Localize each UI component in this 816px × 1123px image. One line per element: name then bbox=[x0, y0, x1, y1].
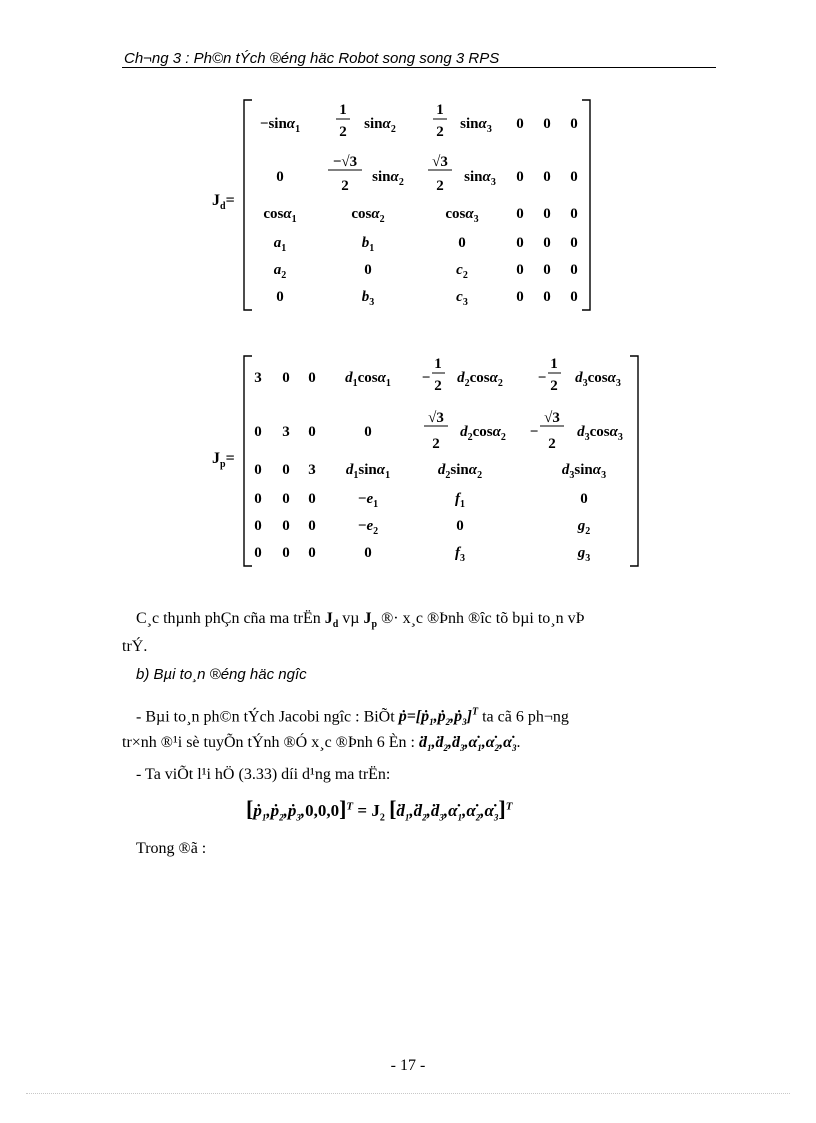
svg-text:2: 2 bbox=[436, 178, 444, 194]
svg-text:d3sinα3: $d_3\sin\alpha_3$ bbox=[561, 462, 607, 481]
svg-text:0: 0 bbox=[282, 491, 290, 507]
svg-text:0: 0 bbox=[570, 116, 578, 132]
matrix-jp-label: $J_p=$ bbox=[212, 450, 235, 471]
paragraph-inverse-jacobi: - Bµi to¸n ph©n tÝch Jacobi ngîc : BiÕt ṗ=[ṗ$_1$,ṗ$_2$,ṗ$_3$]$^T$ ta cã 6 ph¬ng bbox=[136, 707, 569, 728]
svg-text:0: 0 bbox=[364, 545, 372, 561]
svg-text:0: 0 bbox=[254, 545, 262, 561]
svg-text:−e2: $-e_2$ bbox=[357, 518, 379, 537]
svg-text:2: 2 bbox=[341, 178, 349, 194]
svg-text:2: 2 bbox=[434, 378, 442, 394]
svg-text:1: 1 bbox=[434, 356, 442, 372]
svg-text:0: 0 bbox=[516, 262, 524, 278]
svg-text:0: 0 bbox=[543, 169, 551, 185]
svg-text:0: 0 bbox=[570, 206, 578, 222]
paragraph-matrix-components: C¸c thµnh phÇn cña ma trËn $J_d$ vµ $J_p$ ®· x¸c ®Þnh ®îc tõ bµi to¸n vÞ bbox=[136, 610, 585, 631]
svg-text:d2sinα2: $d_2\sin\alpha_2$ bbox=[437, 462, 483, 481]
svg-text:g3: $g_3$ bbox=[577, 545, 591, 564]
svg-text:√3: √3 bbox=[428, 410, 444, 426]
svg-text:0: 0 bbox=[570, 169, 578, 185]
svg-text:0: 0 bbox=[282, 518, 290, 534]
svg-text:0: 0 bbox=[308, 491, 316, 507]
svg-text:d2cosα2: $d_2\cos\alpha_2$ bbox=[460, 424, 506, 443]
svg-text:√3: √3 bbox=[432, 154, 448, 170]
svg-text:0: 0 bbox=[516, 206, 524, 222]
svg-text:0: 0 bbox=[458, 235, 466, 251]
svg-text:0: 0 bbox=[543, 206, 551, 222]
svg-text:0: 0 bbox=[364, 424, 372, 440]
svg-text:−e1: $-e_1$ bbox=[357, 491, 379, 510]
page-number: - 17 - bbox=[390, 1057, 426, 1074]
svg-text:2: 2 bbox=[548, 436, 556, 452]
svg-text:cosα1: cosα$_1$ bbox=[263, 206, 297, 225]
svg-text:f1: $f_1$ bbox=[455, 491, 465, 510]
svg-text:2: 2 bbox=[339, 124, 347, 140]
svg-text:sinα3: sinα$_3$ bbox=[464, 169, 496, 188]
svg-text:b3: $b_3$ bbox=[361, 289, 375, 308]
svg-text:0: 0 bbox=[282, 462, 290, 478]
svg-text:3: 3 bbox=[282, 424, 290, 440]
svg-text:d2cosα2: $d_2\cos\alpha_2$ bbox=[457, 370, 503, 389]
svg-text:3: 3 bbox=[254, 370, 262, 386]
svg-text:1: 1 bbox=[339, 102, 347, 118]
svg-text:0: 0 bbox=[570, 235, 578, 251]
paragraph-rewrite: - Ta viÕt l¹i hÖ (3.33) díi d¹ng ma trËn: bbox=[136, 766, 391, 783]
svg-text:c2: $c_2$ bbox=[456, 262, 468, 281]
svg-text:0: 0 bbox=[308, 545, 316, 561]
paragraph-matrix-components-cont: trÝ. bbox=[122, 638, 148, 655]
svg-text:0: 0 bbox=[570, 289, 578, 305]
svg-text:c3: $c_3$ bbox=[456, 289, 468, 308]
svg-text:0: 0 bbox=[254, 518, 262, 534]
svg-text:2: 2 bbox=[436, 124, 444, 140]
svg-text:0: 0 bbox=[308, 424, 316, 440]
section-subheading: b) Bµi to¸n ®éng häc ngîc bbox=[136, 666, 307, 683]
matrix-jd bbox=[240, 96, 600, 314]
svg-text:0: 0 bbox=[276, 289, 284, 305]
svg-text:3: 3 bbox=[308, 462, 316, 478]
matrix-jd-label: $J_d=$ bbox=[212, 192, 235, 213]
svg-text:−√3: −√3 bbox=[332, 154, 358, 170]
svg-text:0: 0 bbox=[254, 462, 262, 478]
svg-text:0: 0 bbox=[543, 289, 551, 305]
svg-text:−: − bbox=[421, 370, 431, 386]
svg-text:0: 0 bbox=[364, 262, 372, 278]
svg-text:cosα2: cosα$_2$ bbox=[351, 206, 385, 225]
svg-text:a1: $a_1$ bbox=[273, 235, 287, 254]
svg-text:b1: $b_1$ bbox=[361, 235, 375, 254]
jd-cell: −sinα$_1$ bbox=[259, 116, 301, 135]
svg-text:0: 0 bbox=[308, 370, 316, 386]
svg-text:0: 0 bbox=[516, 235, 524, 251]
svg-text:2: 2 bbox=[432, 436, 440, 452]
svg-text:0: 0 bbox=[276, 169, 284, 185]
svg-text:−: − bbox=[537, 370, 547, 386]
paragraph-where: Trong ®ã : bbox=[136, 840, 207, 857]
svg-text:2: 2 bbox=[550, 378, 558, 394]
jd-cell: sinα$_2$ bbox=[364, 116, 396, 135]
matrix-jp bbox=[240, 352, 646, 570]
svg-text:d3cosα3: $d_3\cos\alpha_3$ bbox=[575, 370, 621, 389]
svg-text:0: 0 bbox=[282, 545, 290, 561]
svg-text:1: 1 bbox=[550, 356, 558, 372]
svg-text:0: 0 bbox=[543, 262, 551, 278]
svg-text:0: 0 bbox=[254, 491, 262, 507]
svg-text:1: 1 bbox=[436, 102, 444, 118]
svg-text:0: 0 bbox=[516, 289, 524, 305]
svg-text:sinα2: sinα$_2$ bbox=[372, 169, 404, 188]
svg-text:cosα3: cosα$_3$ bbox=[445, 206, 479, 225]
footer-rule bbox=[26, 1093, 790, 1094]
svg-text:0: 0 bbox=[570, 262, 578, 278]
svg-text:0: 0 bbox=[282, 370, 290, 386]
svg-text:d1sinα1: $d_1\sin\alpha_1$ bbox=[345, 462, 391, 481]
svg-text:d1cosα1: $d_1\cos\alpha_1$ bbox=[345, 370, 391, 389]
page-header-title: Ch¬ng 3 : Ph©n tÝch ®éng häc Robot song song 3 RPS bbox=[124, 50, 500, 67]
svg-text:0: 0 bbox=[580, 491, 588, 507]
svg-text:g2: $g_2$ bbox=[577, 518, 591, 537]
svg-text:f3: $f_3$ bbox=[455, 545, 465, 564]
paragraph-inverse-jacobi-cont: tr×nh ®¹i sè tuyÕn tÝnh ®Ó x¸c ®Þnh 6 Èn : $ḋ_1,ḋ_2,ḋ_3,\alphȧ_1,\alphȧ_2,\alphȧ_3$. bbox=[122, 734, 521, 754]
svg-text:−: − bbox=[529, 424, 539, 440]
svg-text:0: 0 bbox=[516, 116, 524, 132]
svg-text:0: 0 bbox=[308, 518, 316, 534]
svg-text:a2: $a_2$ bbox=[273, 262, 287, 281]
svg-text:0: 0 bbox=[543, 116, 551, 132]
svg-text:0: 0 bbox=[516, 169, 524, 185]
jd-cell: sinα$_3$ bbox=[460, 116, 492, 135]
header-rule bbox=[122, 67, 716, 68]
svg-text:√3: √3 bbox=[544, 410, 560, 426]
svg-text:0: 0 bbox=[543, 235, 551, 251]
svg-text:0: 0 bbox=[456, 518, 464, 534]
svg-text:d3cosα3: $d_3\cos\alpha_3$ bbox=[577, 424, 623, 443]
svg-text:0: 0 bbox=[254, 424, 262, 440]
equation-inverse: [ṗ$_1$,ṗ$_2$,ṗ$_3$,0,0,0]$^T$ = $J_2$ $[ḋ_1,ḋ_2,ḋ_3,\alphȧ_1,\alphȧ_2,\alphȧ_3]^T$ bbox=[246, 796, 513, 824]
